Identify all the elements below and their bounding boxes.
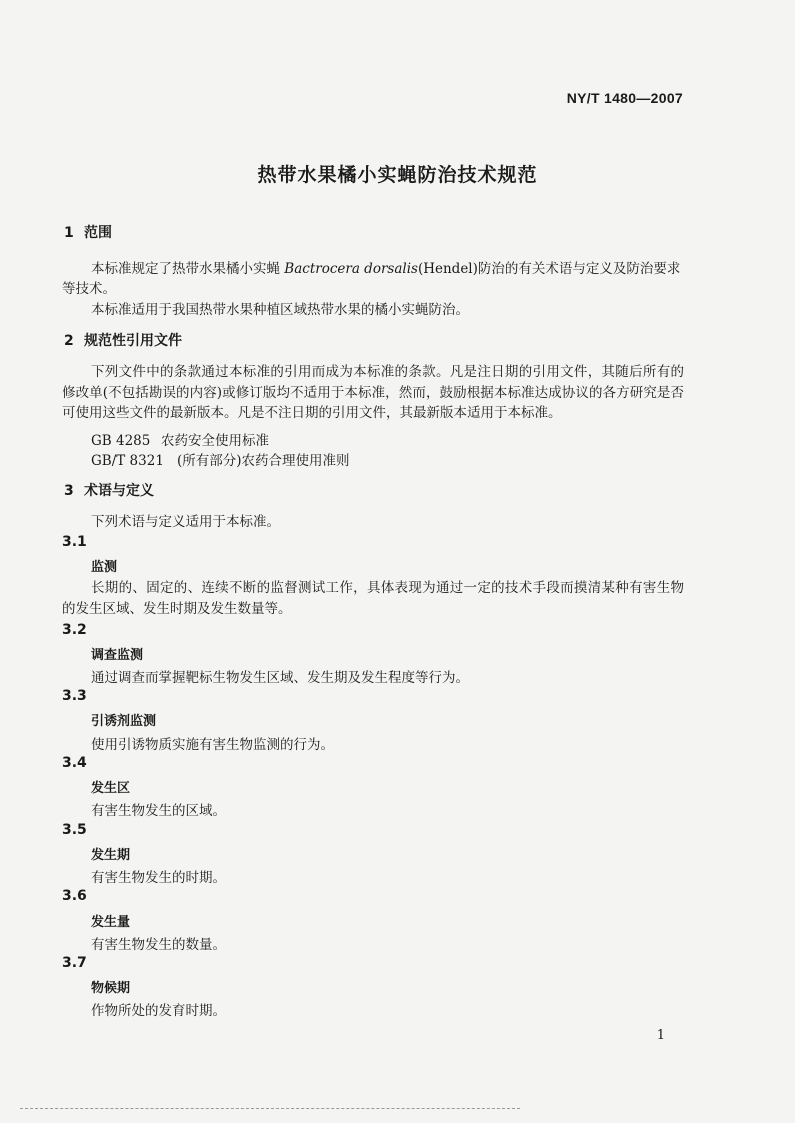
reference-code: GB/T 8321 [91, 453, 164, 469]
document-title: 热带水果橘小实蝇防治技术规范 [257, 164, 538, 186]
clause-definition: 有害生物发生的区域。 [91, 803, 226, 819]
clause-number: 3.6 [62, 888, 87, 904]
section-3-intro: 下列术语与定义适用于本标准。 [91, 514, 280, 530]
bottom-divider [20, 1108, 520, 1109]
text-run: (Hendel)防治的有关术语与定义及防治要求 [417, 261, 681, 277]
clause-number: 3.4 [62, 755, 87, 771]
clause-term: 物候期 [91, 981, 131, 996]
clause-number: 3.3 [62, 688, 87, 704]
clause-definition: 有害生物发生的时期。 [91, 870, 226, 886]
section-number: 3 [64, 483, 74, 499]
reference-title: (所有部分)农药合理使用准则 [177, 453, 350, 469]
section-3-heading [64, 480, 154, 500]
clause-definition: 使用引诱物质实施有害生物监测的行为。 [91, 737, 334, 753]
latin-name: Bactrocera dorsalis [284, 261, 418, 277]
section-2-paragraph: 下列文件中的条款通过本标准的引用而成为本标准的条款。凡是注日期的引用文件，其随后所有的修改单(不包括勘误的内容)或修订版均不适用于本标准，然而，鼓励根据本标准达成协议的各方研究是否可使用这些文件的最新版本。凡是不注日期的引用文件，其最新版本适用于本标准。 [62, 364, 684, 421]
reference-item [91, 449, 350, 469]
clause-number: 3.1 [62, 534, 87, 550]
section-1-paragraph-1-cont: 等技术。 [62, 281, 116, 297]
section-2-heading [64, 330, 182, 350]
standard-code: NY/T 1480—2007 [566, 90, 683, 106]
clause-number: 3.2 [62, 622, 87, 638]
section-title: 术语与定义 [84, 483, 154, 499]
clause-definition: 有害生物发生的数量。 [91, 937, 226, 953]
reference-code: GB 4285 [91, 433, 151, 449]
section-title: 规范性引用文件 [84, 333, 182, 349]
clause-term: 调查监测 [91, 648, 144, 663]
clause-number: 3.5 [62, 822, 87, 838]
clause-term: 引诱剂监测 [91, 714, 157, 729]
clause-term: 发生期 [91, 848, 131, 863]
section-1-paragraph-1 [91, 259, 680, 279]
section-title: 范围 [84, 225, 112, 241]
section-number: 2 [64, 333, 74, 349]
section-number: 1 [64, 225, 74, 241]
section-1-paragraph-2: 本标准适用于我国热带水果种植区域热带水果的橘小实蝇防治。 [91, 302, 469, 318]
clause-term: 发生区 [91, 781, 131, 796]
clause-number: 3.7 [62, 955, 87, 971]
clause-definition: 作物所处的发育时期。 [91, 1003, 226, 1019]
clause-definition: 长期的、固定的、连续不断的监督测试工作，具体表现为通过一定的技术手段而摸清某种有害生物的发生区域、发生时期及发生数量等。 [62, 580, 684, 617]
reference-title: 农药安全使用标准 [161, 433, 269, 449]
clause-definition: 通过调查而掌握靶标生物发生区域、发生期及发生程度等行为。 [91, 670, 469, 686]
reference-item [91, 429, 269, 449]
clause-term: 发生量 [91, 915, 131, 930]
text-run: 本标准规定了热带水果橘小实蝇 [91, 261, 285, 277]
section-1-heading [64, 222, 112, 242]
clause-term: 监测 [91, 560, 118, 575]
page-number: 1 [656, 1028, 665, 1043]
